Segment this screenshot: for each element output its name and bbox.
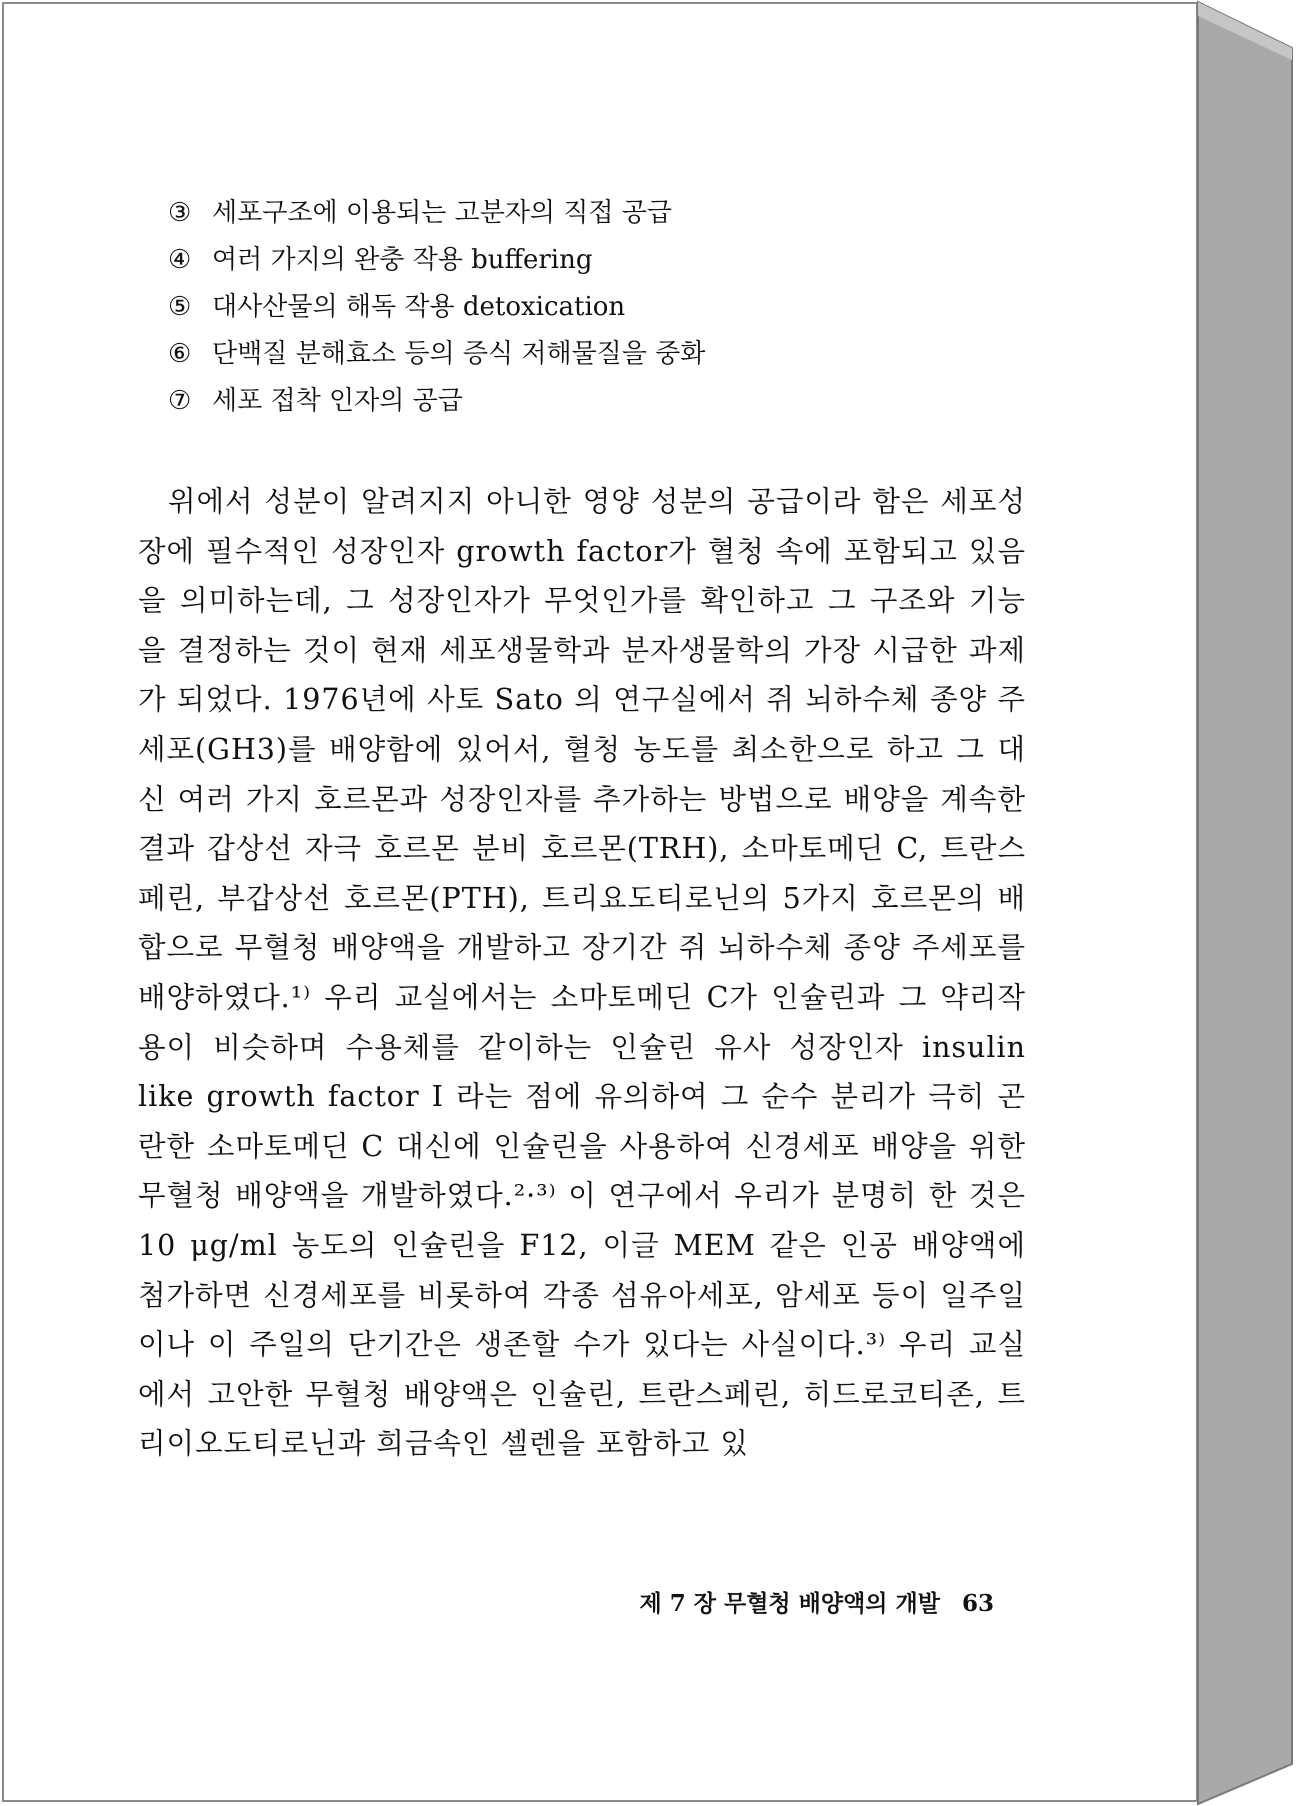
page-content [138, 190, 1026, 1497]
page-number: 63 [961, 1590, 994, 1617]
list-item: ③ 세포구조에 이용되는 고분자의 직접 공급 [168, 198, 673, 228]
list-item: ⑥ 단백질 분해효소 등의 증식 저해물질을 중화 [168, 339, 706, 369]
body-paragraph: 위에서 성분이 알려지지 아니한 영양 성분의 공급이라 함은 세포성장에 필수적인 성장인자 growth factor가 혈청 속에 포함되고 있음을 의미하는데, 그 성장인자가 무엇인가를 확인하고 그 구조와 기능을 결정하는 것이 현재 세포생물학과 분자생물학의 가장 시급한 과제가 되었다. 1976년에 사토 Sato 의 연구실에서 쥐 뇌하수체 종양 주세포(GH3)를 배양함에 있어서, 혈청 농도를 최소한으로 하고 그 대신 여러 가지 호르몬과 성장인자를 추가하는 방법으로 배양을 계속한 결과 갑상선 자극 호르몬 분비 호르몬(TRH), 소마토메딘 C, 트란스페린, 부갑상선 호르몬(PTH), 트리요도티로닌의 5가지 호르몬의 배합으로 무혈청 배양액을 개발하고 장기간 쥐 뇌하수체 종양 주세포를 배양하였다.¹⁾ 우리 교실에서는 소마토메딘 C가 인슐린과 그 약리작용이 비슷하며 수용체를 같이하는 인슐린 유사 성장인자 insulin like growth factor I 라는 점에 유의하여 그 순수 분리가 극히 곤란한 소마토메딘 C 대신에 인슐린을 사용하여 신경세포 배양을 위한 무혈청 배양액을 개발하였다.²·³⁾ 이 연구에서 우리가 분명히 한 것은 10 μg/ml 농도의 인슐린을 F12, 이글 MEM 같은 인공 배양액에 첨가하면 신경세포를 비롯하여 각종 섬유아세포, 암세포 등이 일주일이나 이 주일의 단기간은 생존할 수가 있다는 사실이다.³⁾ 우리 교실에서 고안한 무혈청 배양액은 인슐린, 트란스페린, 히드로코티존, 트리이오도티로닌과 희금속인 셀렌을 포함하고 있 [138, 485, 1026, 1461]
list-item: ⑤ 대사산물의 해독 작용 detoxication [168, 292, 626, 322]
numbered-list [138, 190, 1026, 425]
running-footer [598, 1585, 994, 1618]
chapter-title: 제 7 장 무혈청 배양액의 개발 [639, 1590, 940, 1617]
list-item: ⑦ 세포 접착 인자의 공급 [168, 386, 463, 416]
list-item: ④ 여러 가지의 완충 작용 buffering [168, 245, 593, 275]
